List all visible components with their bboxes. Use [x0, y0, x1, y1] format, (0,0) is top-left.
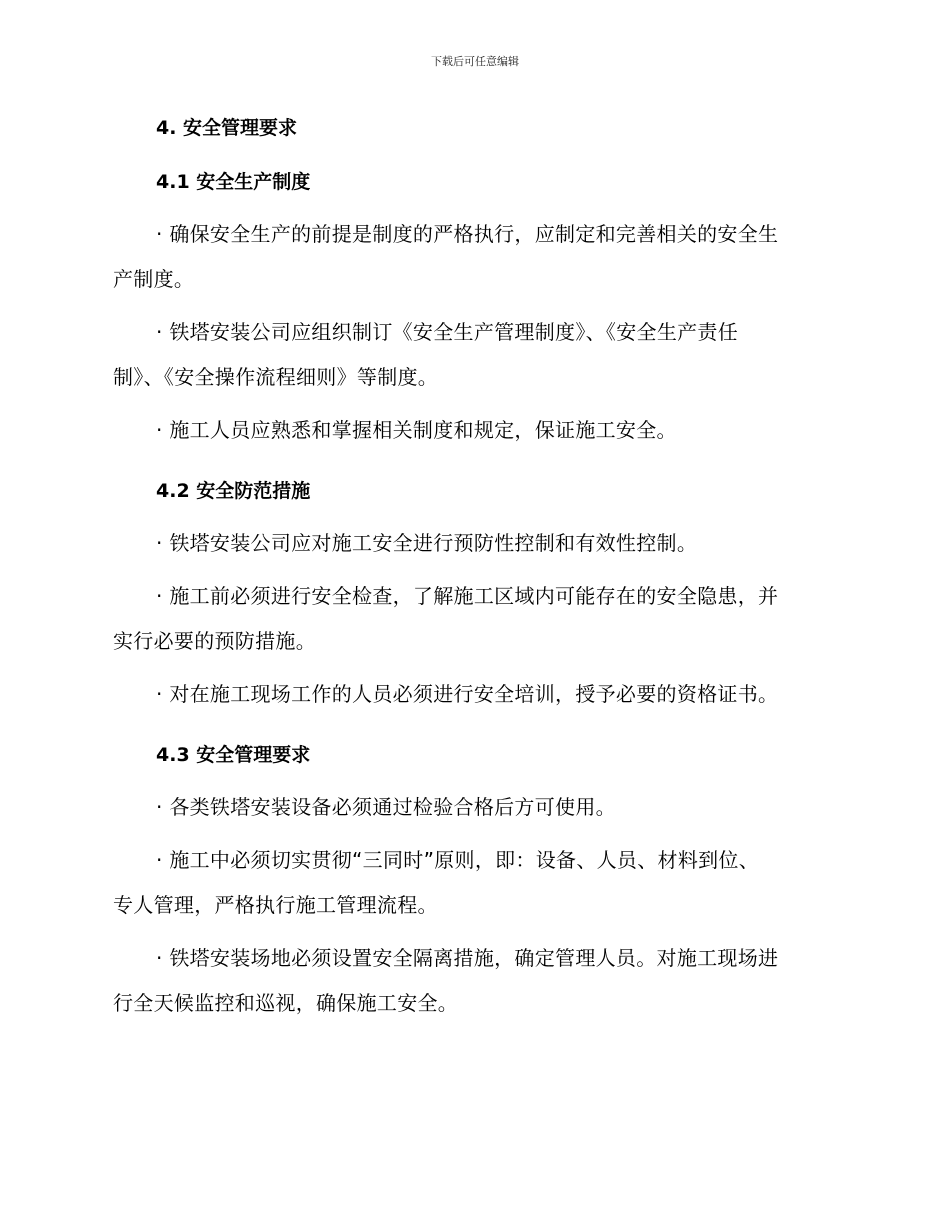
paragraph-line: 专人管理，严格执行施工管理流程。	[113, 893, 438, 917]
paragraph-line: · 施工人员应熟悉和掌握相关制度和规定，保证施工安全。	[156, 418, 677, 442]
paragraph-line: · 铁塔安装公司应组织制订《安全生产管理制度》、《安全生产责任	[156, 320, 739, 344]
paragraph	[113, 521, 825, 566]
paragraph	[113, 408, 825, 453]
paragraph-line: · 对在施工现场工作的人员必须进行安全培训，授予必要的资格证书。	[156, 682, 779, 706]
paragraph-line: 行全天候监控和巡视，确保施工安全。	[113, 991, 459, 1015]
section-heading-4: 4. 安全管理要求	[156, 117, 298, 139]
paragraph-line: · 铁塔安装公司应对施工安全进行预防性控制和有效性控制。	[156, 531, 698, 555]
paragraph	[113, 672, 825, 717]
paragraph-line: · 铁塔安装场地必须设置安全隔离措施，确定管理人员。对施工现场进	[156, 946, 779, 970]
section-heading-4-3: 4.3 安全管理要求	[156, 744, 311, 766]
paragraph	[113, 212, 825, 302]
paragraph-line: · 施工中必须切实贯彻“三同时”原则，即：设备、人员、材料到位、	[156, 848, 760, 872]
paragraph	[113, 785, 825, 830]
paragraph-line: · 确保安全生产的前提是制度的严格执行，应制定和完善相关的安全生	[156, 222, 779, 246]
paragraph-line: · 施工前必须进行安全检查，了解施工区域内可能存在的安全隐患，并	[156, 584, 779, 608]
page-header: 下载后可任意编辑	[431, 55, 519, 68]
paragraph	[113, 574, 825, 664]
document-body	[113, 112, 825, 1026]
section-heading-4-2: 4.2 安全防范措施	[156, 480, 311, 502]
paragraph-line: 产制度。	[113, 267, 195, 291]
paragraph-line: 制》、《安全操作流程细则》等制度。	[113, 365, 439, 389]
paragraph	[113, 310, 825, 400]
paragraph-line: · 各类铁塔安装设备必须通过检验合格后方可使用。	[156, 795, 616, 819]
paragraph	[113, 936, 825, 1026]
paragraph	[113, 838, 825, 928]
paragraph-line: 实行必要的预防措施。	[113, 629, 316, 653]
section-heading-4-1: 4.1 安全生产制度	[156, 171, 311, 193]
